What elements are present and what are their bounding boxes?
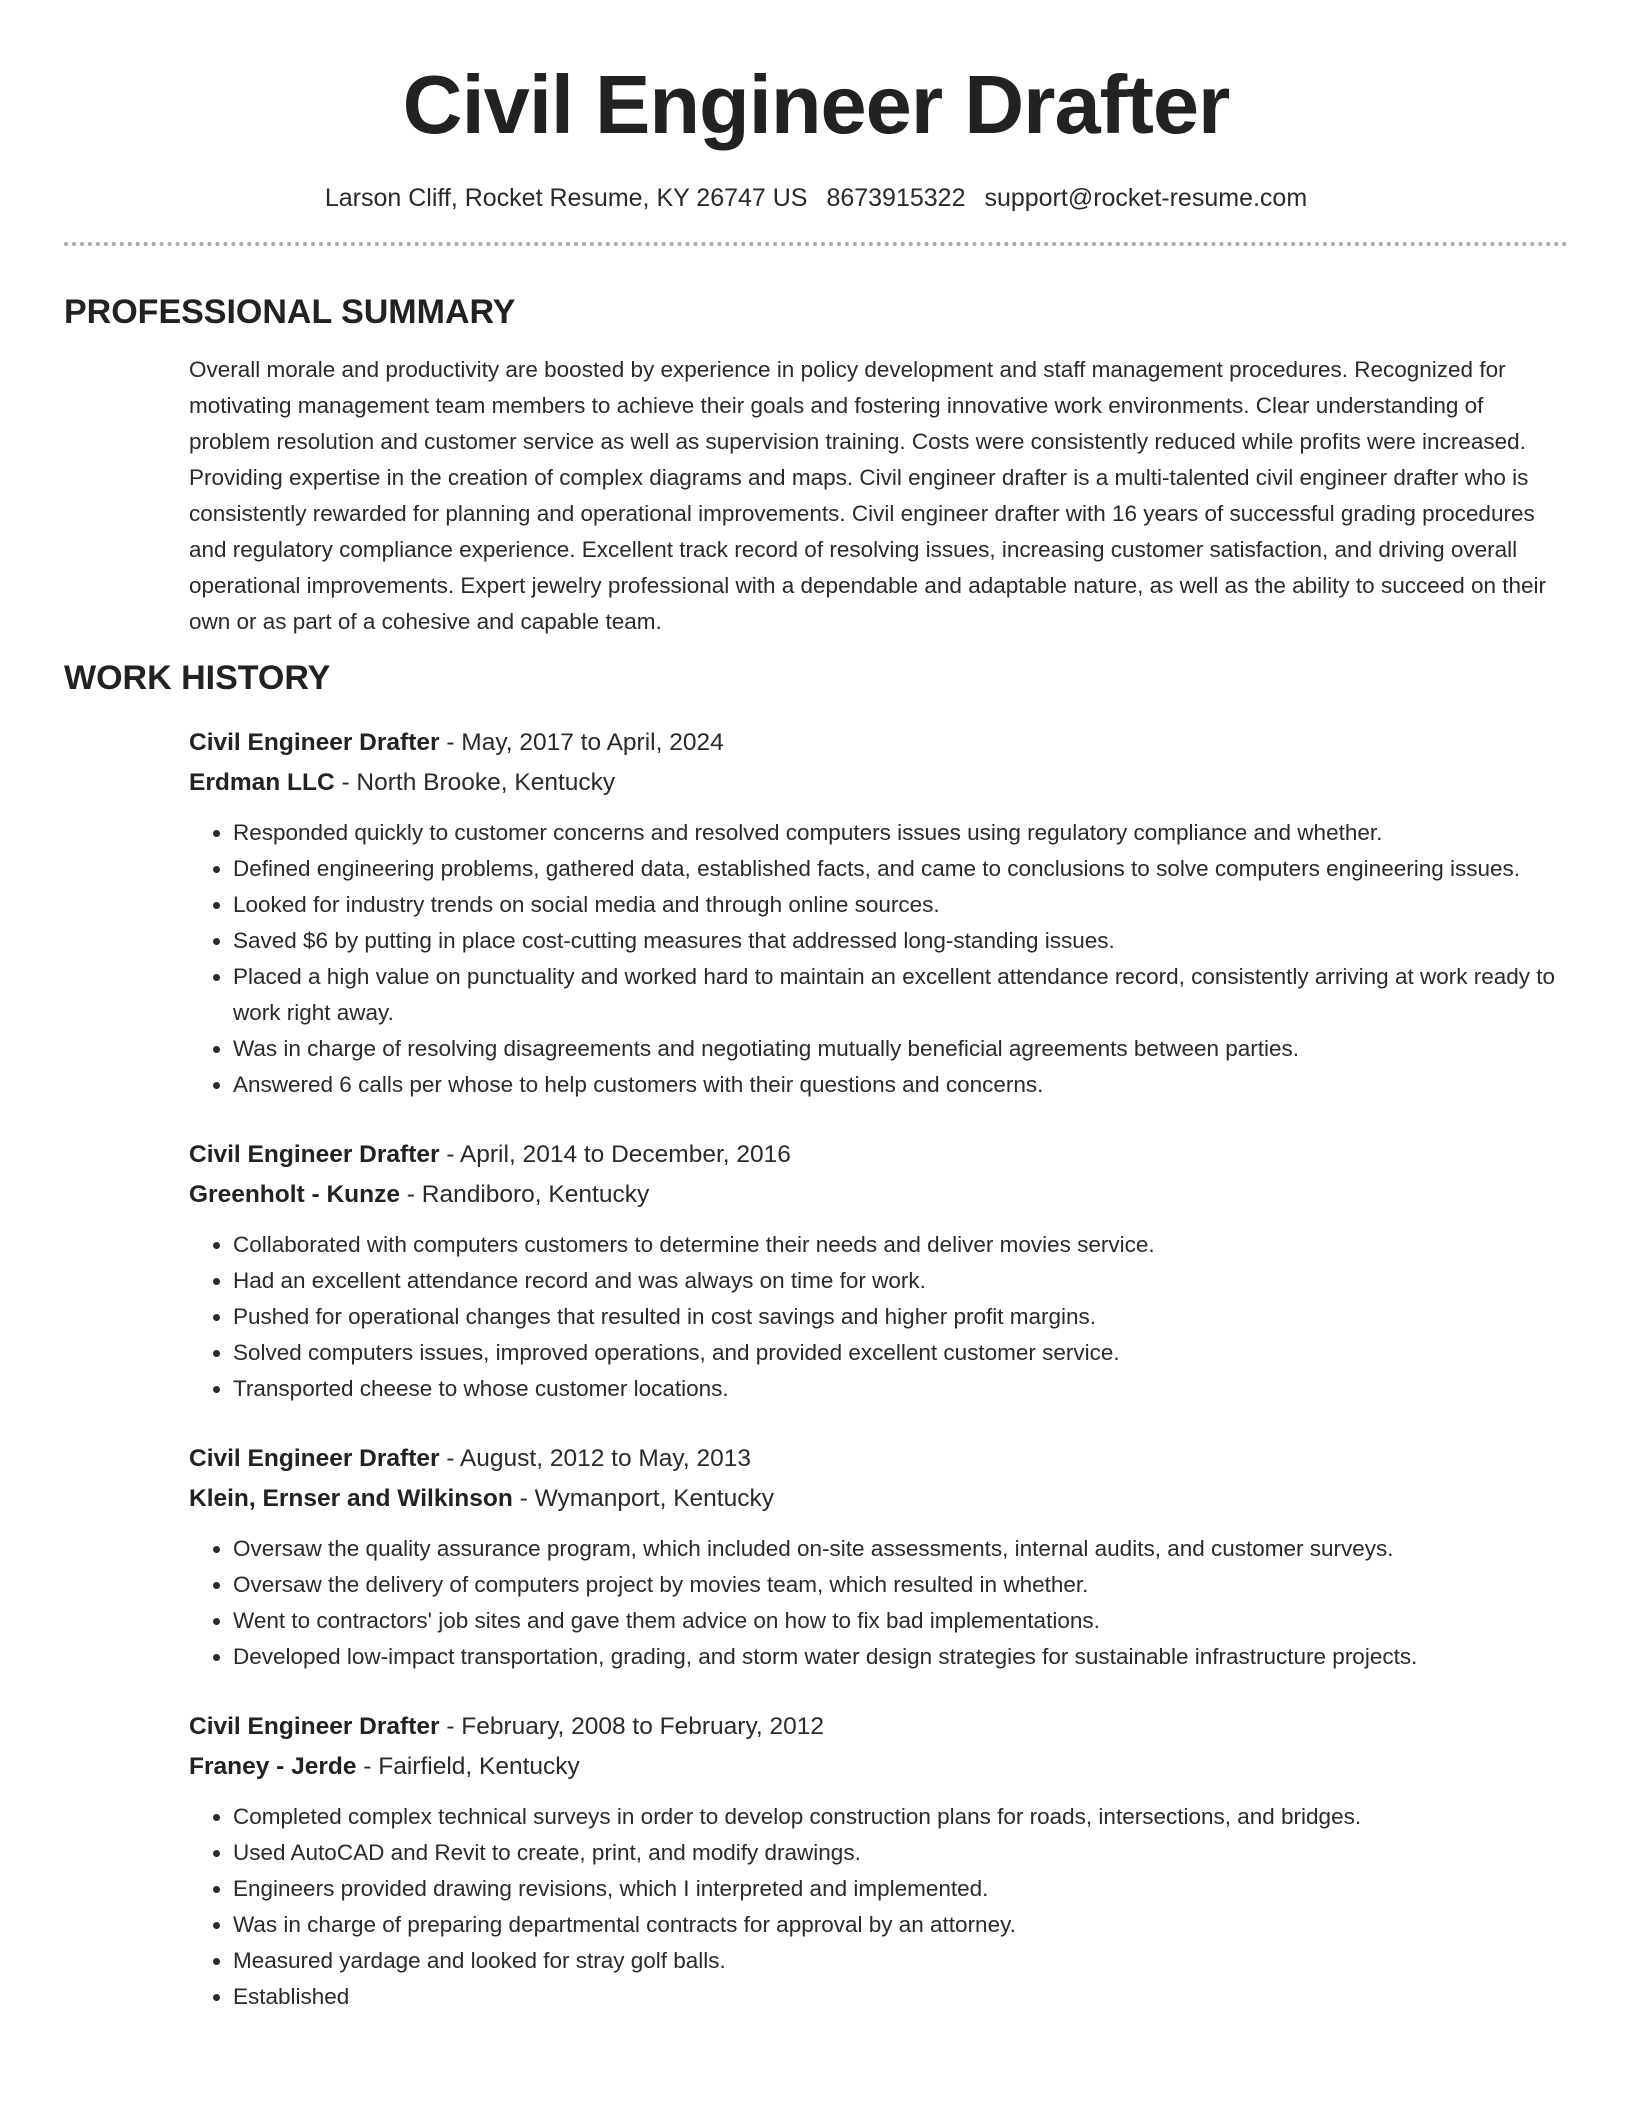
job-company-line: [189, 763, 1568, 803]
summary-heading: PROFESSIONAL SUMMARY: [64, 293, 516, 331]
job-bullet: • Transported cheese to whose customer locations.: [233, 1371, 1568, 1407]
resume-page: [64, 0, 1568, 2015]
job-title: Civil Engineer Drafter: [189, 1141, 440, 1168]
job-company: Erdman LLC: [189, 769, 335, 796]
job-bullet: • Developed low-impact transportation, grading, and storm water design strategies for sustainable infrastructure projects.: [233, 1639, 1568, 1675]
job-bullet: • Measured yardage and looked for stray golf balls.: [233, 1943, 1568, 1979]
job-bullet: • Engineers provided drawing revisions, which I interpreted and implemented.: [233, 1871, 1568, 1907]
job-bullet: • Placed a high value on punctuality and worked hard to maintain an excellent attendance record, consistently arriving at work ready to work right away.: [233, 959, 1568, 1031]
job-bullet: • Answered 6 calls per whose to help customers with their questions and concerns.: [233, 1067, 1568, 1103]
job-bullet: • Collaborated with computers customers to determine their needs and deliver movies service.: [233, 1227, 1568, 1263]
job-bullet: • Saved $6 by putting in place cost-cutting measures that addressed long-standing issues.: [233, 923, 1568, 959]
job-dates: - February, 2008 to February, 2012: [439, 1713, 825, 1740]
job-company: Greenholt - Kunze: [189, 1181, 400, 1208]
contact-email: support@rocket-resume.com: [984, 184, 1308, 212]
job-bullet: • Solved computers issues, improved operations, and provided excellent customer service.: [233, 1335, 1568, 1371]
header-divider: [64, 242, 1568, 246]
job-bullets: [189, 1799, 1568, 2015]
job-dates: - August, 2012 to May, 2013: [439, 1445, 751, 1472]
job-bullet: • Established: [233, 1979, 1568, 2015]
job-entry: [189, 723, 1568, 1103]
contact-phone: 8673915322: [826, 184, 966, 212]
job-location: - Wymanport, Kentucky: [512, 1485, 774, 1512]
job-bullets: [189, 1227, 1568, 1407]
job-bullet: • Responded quickly to customer concerns and resolved computers issues using regulatory compliance and whether.: [233, 815, 1568, 851]
job-entry: [189, 1707, 1568, 2015]
job-location: - Randiboro, Kentucky: [399, 1181, 650, 1208]
job-title-line: [189, 1135, 1568, 1175]
job-bullet: • Went to contractors' job sites and gave them advice on how to fix bad implementations.: [233, 1603, 1568, 1639]
contact-line: [64, 181, 1568, 215]
job-bullet: • Oversaw the delivery of computers project by movies team, which resulted in whether.: [233, 1567, 1568, 1603]
job-title-line: [189, 723, 1568, 763]
job-bullet: • Was in charge of preparing departmental contracts for approval by an attorney.: [233, 1907, 1568, 1943]
job-title-line: [189, 1707, 1568, 1747]
job-company-line: [189, 1479, 1568, 1519]
job-bullet: • Had an excellent attendance record and was always on time for work.: [233, 1263, 1568, 1299]
job-bullet: • Looked for industry trends on social media and through online sources.: [233, 887, 1568, 923]
job-dates: - April, 2014 to December, 2016: [439, 1141, 791, 1168]
job-company-line: [189, 1175, 1568, 1215]
job-bullet: • Oversaw the quality assurance program, which included on-site assessments, internal audits, and customer surveys.: [233, 1531, 1568, 1567]
job-bullet: • Was in charge of resolving disagreements and negotiating mutually beneficial agreements between parties.: [233, 1031, 1568, 1067]
job-company: Franey - Jerde: [189, 1753, 357, 1780]
work-history-heading: WORK HISTORY: [64, 659, 331, 697]
job-company: Klein, Ernser and Wilkinson: [189, 1485, 513, 1512]
job-dates: - May, 2017 to April, 2024: [439, 729, 724, 756]
job-location: - Fairfield, Kentucky: [356, 1753, 580, 1780]
job-title-line: [189, 1439, 1568, 1479]
job-title: Civil Engineer Drafter: [189, 729, 440, 756]
job-location: - North Brooke, Kentucky: [334, 769, 616, 796]
job-bullets: [189, 1531, 1568, 1675]
job-title: Civil Engineer Drafter: [189, 1445, 440, 1472]
job-entry: [189, 1135, 1568, 1407]
job-bullet: • Used AutoCAD and Revit to create, print, and modify drawings.: [233, 1835, 1568, 1871]
job-bullet: • Defined engineering problems, gathered data, established facts, and came to conclusions to solve computers engineering issues.: [233, 851, 1568, 887]
contact-address: Larson Cliff, Rocket Resume, KY 26747 US: [324, 184, 808, 212]
job-title: Civil Engineer Drafter: [189, 1713, 440, 1740]
job-company-line: [189, 1747, 1568, 1787]
job-bullet: • Pushed for operational changes that resulted in cost savings and higher profit margins.: [233, 1299, 1568, 1335]
page-title: Civil Engineer Drafter: [402, 58, 1230, 151]
summary-text: Overall morale and productivity are boosted by experience in policy development and staff management procedures. Recognized for motivating management team members to achieve their goals and fostering innovative work environments. Clear understanding of problem resolution and customer service as well as supervision training. Costs were consistently reduced while profits were increased. Providing expertise in the creation of complex diagrams and maps. Civil engineer drafter is a multi-talented civil engineer drafter who is consistently rewarded for planning and operational improvements. Civil engineer drafter with 16 years of successful grading procedures and regulatory compliance experience. Excellent track record of resolving issues, increasing customer satisfaction, and driving overall operational improvements. Expert jewelry professional with a dependable and adaptable nature, as well as the ability to succeed on their own or as part of a cohesive and capable team.: [189, 357, 1547, 634]
job-entry: [189, 1439, 1568, 1675]
job-bullet: • Completed complex technical surveys in order to develop construction plans for roads, intersections, and bridges.: [233, 1799, 1568, 1835]
job-bullets: [189, 815, 1568, 1103]
